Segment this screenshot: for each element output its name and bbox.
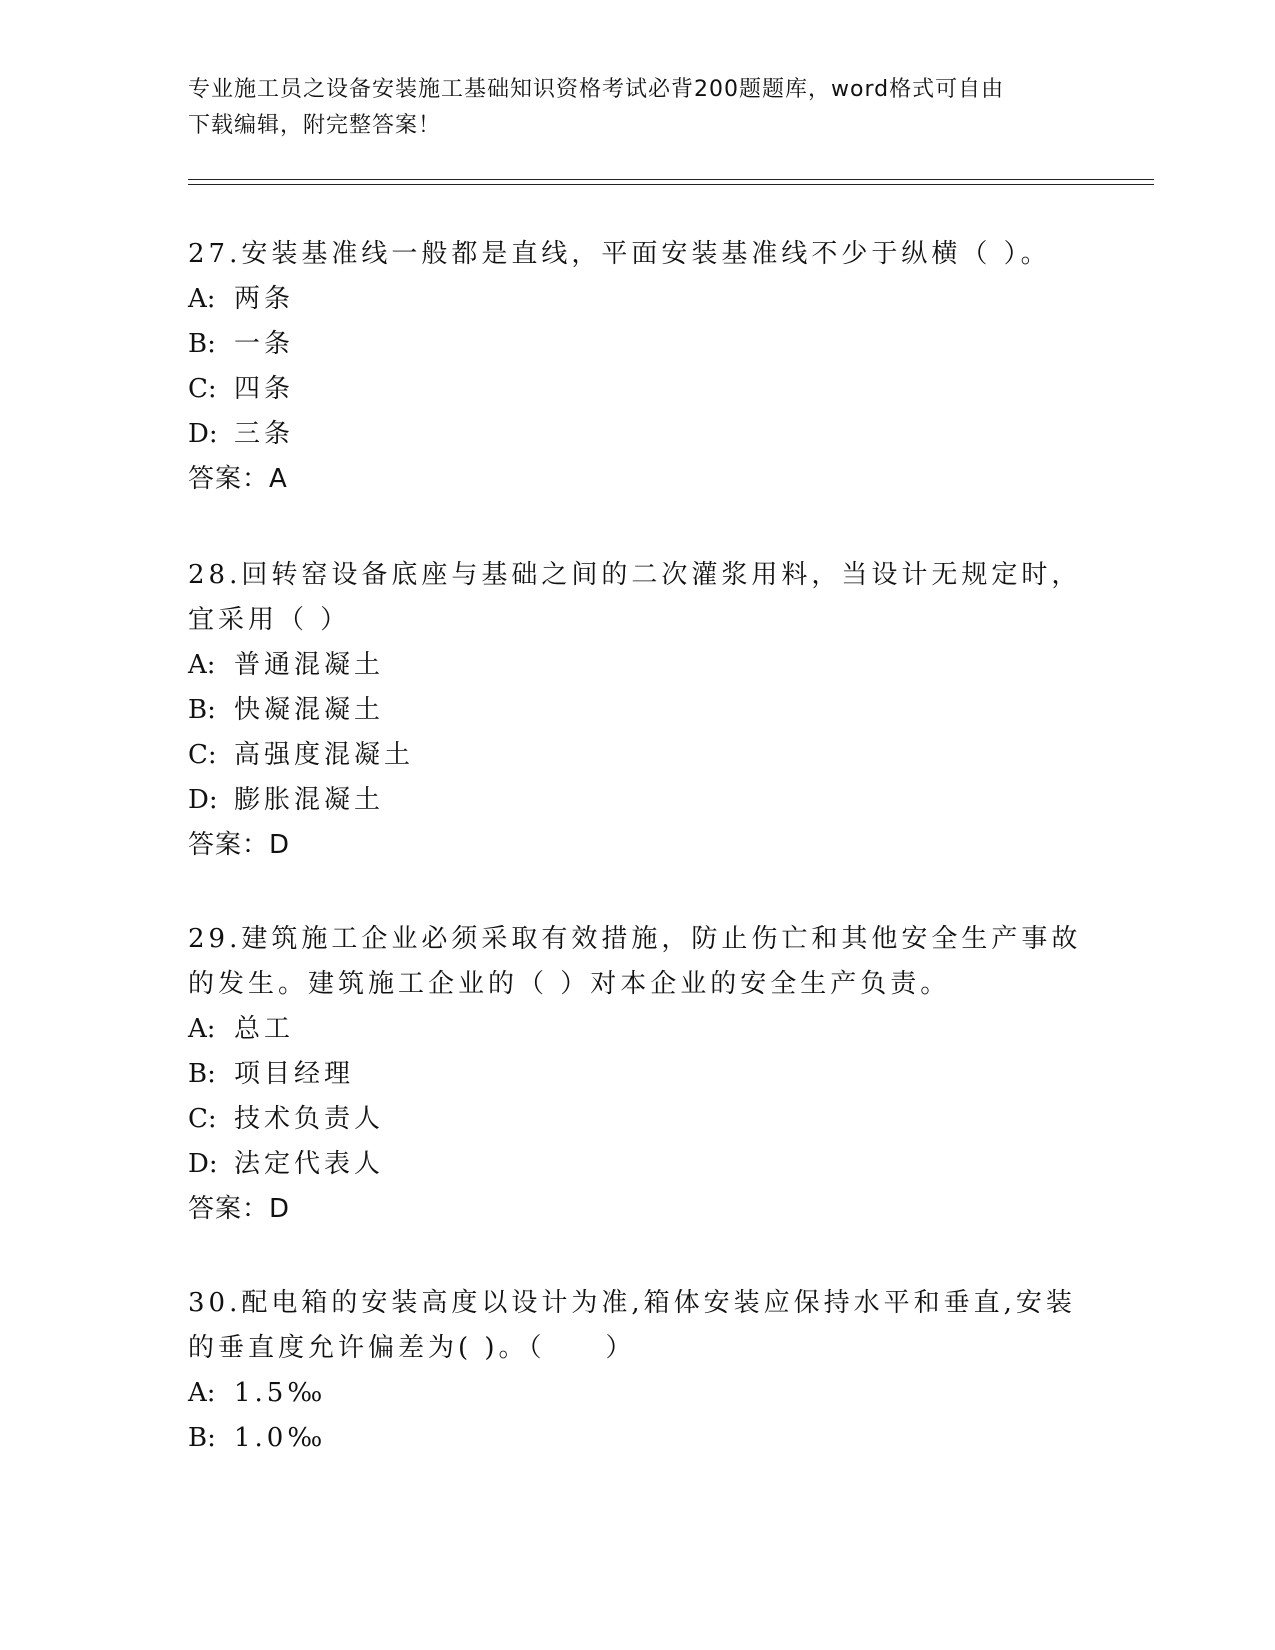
- option-text: 法定代表人: [234, 1149, 385, 1179]
- option-a: [188, 277, 1088, 322]
- option-letter: A:: [188, 650, 216, 680]
- option-c: [188, 1097, 1088, 1142]
- option-c: [188, 367, 1088, 412]
- option-letter: D:: [188, 1149, 218, 1179]
- question-text: 29.建筑施工企业必须采取有效措施，防止伤亡和其他安全生产事故的发生。建筑施工企业的（ ）对本企业的安全生产负责。: [188, 924, 1082, 999]
- option-letter: D:: [188, 419, 218, 449]
- option-a: [188, 1371, 1088, 1416]
- option-text: 技术负责人: [234, 1104, 385, 1134]
- option-letter: A:: [188, 1378, 216, 1408]
- question-27: [188, 232, 1088, 502]
- option-letter: B:: [188, 329, 216, 359]
- question-29: [188, 917, 1088, 1232]
- option-text: 普通混凝土: [234, 650, 385, 680]
- option-a: [188, 643, 1088, 688]
- option-text: 四条: [234, 374, 295, 404]
- option-c: [188, 733, 1088, 778]
- option-letter: A:: [188, 1014, 216, 1044]
- option-text: 一条: [234, 329, 295, 359]
- option-text: 快凝混凝土: [234, 695, 385, 725]
- option-letter: A:: [188, 284, 216, 314]
- question-text: 27.安装基准线一般都是直线，平面安装基准线不少于纵横（ ）。: [188, 239, 1051, 269]
- option-text: 1.5‰: [234, 1378, 327, 1408]
- option-letter: B:: [188, 1059, 216, 1089]
- option-text: 两条: [234, 284, 295, 314]
- option-letter: C:: [188, 374, 217, 404]
- option-letter: B:: [188, 695, 216, 725]
- question-text: 28.回转窑设备底座与基础之间的二次灌浆用料，当设计无规定时，宜采用（ ）: [188, 560, 1082, 635]
- option-letter: C:: [188, 1104, 217, 1134]
- header-divider-bottom: [188, 184, 1154, 185]
- answer: 答案：D: [188, 830, 291, 860]
- option-letter: B:: [188, 1423, 216, 1453]
- question-30: [188, 1281, 1088, 1461]
- option-d: [188, 1142, 1088, 1187]
- option-d: [188, 412, 1088, 457]
- option-d: [188, 778, 1088, 823]
- option-b: [188, 322, 1088, 367]
- header-line-2: 下载编辑，附完整答案！: [188, 113, 442, 138]
- option-letter: C:: [188, 740, 217, 770]
- header-line-1: 专业施工员之设备安装施工基础知识资格考试必背200题题库，word格式可自由: [188, 77, 1005, 102]
- question-28: [188, 553, 1088, 868]
- option-a: [188, 1007, 1088, 1052]
- option-text: 项目经理: [234, 1059, 355, 1089]
- option-letter: D:: [188, 785, 218, 815]
- option-text: 三条: [234, 419, 295, 449]
- option-text: 高强度混凝土: [234, 740, 415, 770]
- option-b: [188, 1416, 1088, 1461]
- option-b: [188, 1052, 1088, 1097]
- header-divider-top: [188, 179, 1154, 180]
- answer: 答案：D: [188, 1194, 291, 1224]
- option-b: [188, 688, 1088, 733]
- document-header: [188, 72, 1068, 144]
- question-text: 30.配电箱的安装高度以设计为准,箱体安装应保持水平和垂直,安装的垂直度允许偏差为( )。（ ）: [188, 1288, 1076, 1363]
- option-text: 总工: [234, 1014, 295, 1044]
- answer: 答案：A: [188, 464, 288, 494]
- option-text: 1.0‰: [234, 1423, 327, 1453]
- option-text: 膨胀混凝土: [234, 785, 385, 815]
